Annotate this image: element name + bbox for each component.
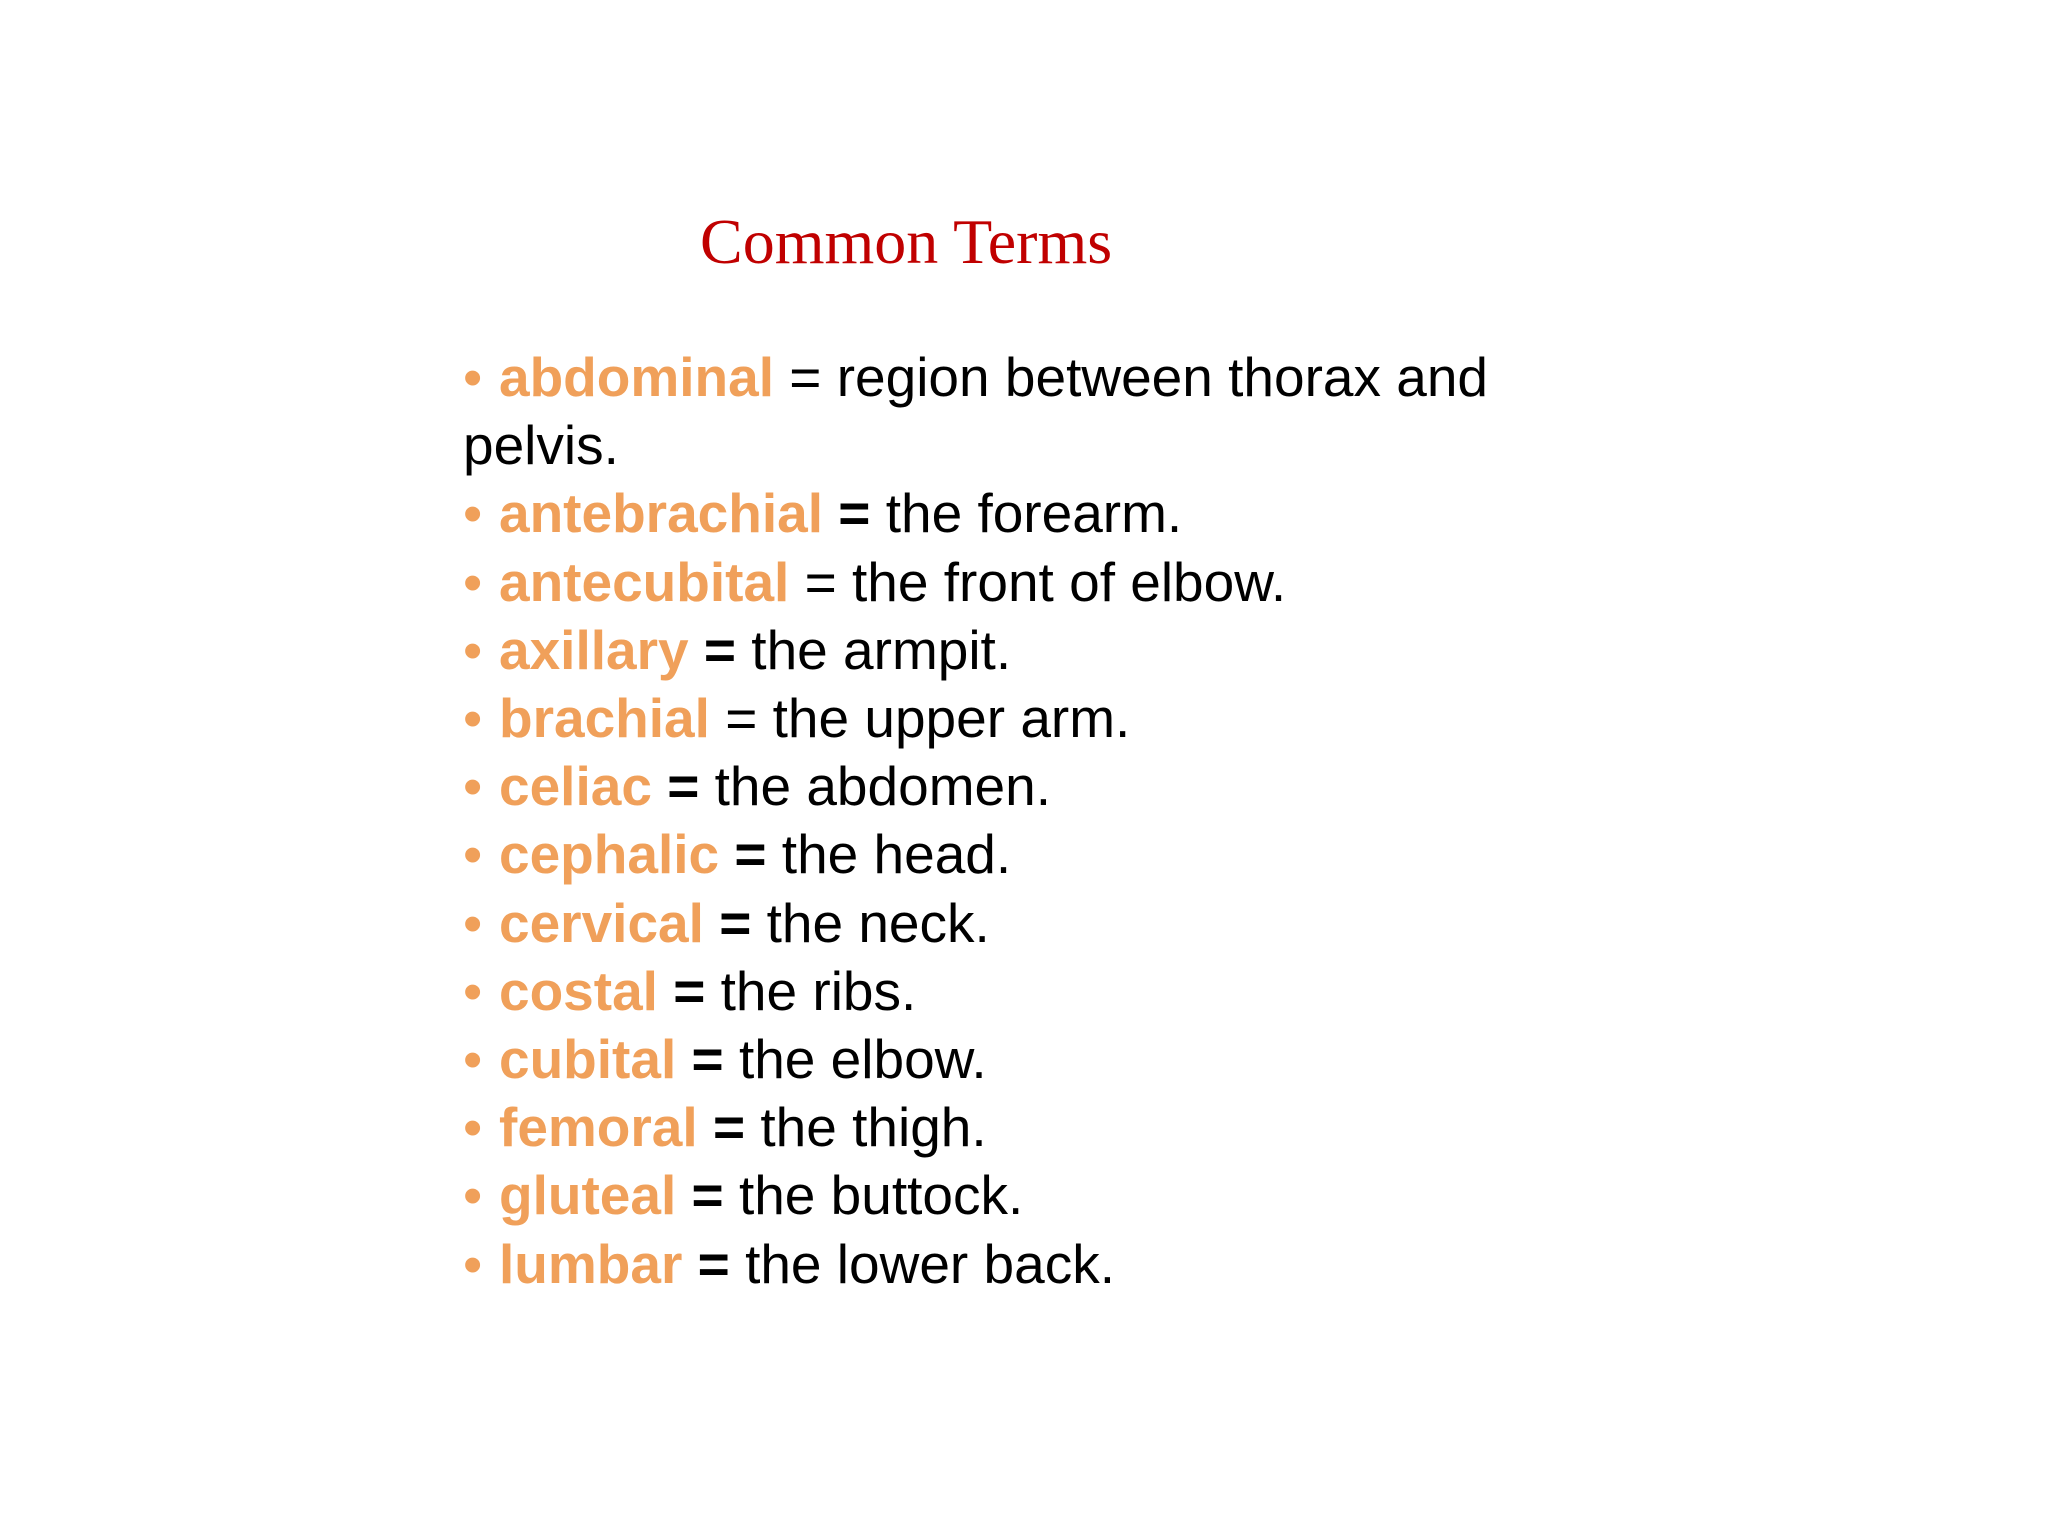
- term-item-cubital: [463, 1025, 1603, 1093]
- term-item-lumbar: [463, 1230, 1603, 1298]
- term-item-cervical: [463, 889, 1603, 957]
- bullet-icon: •: [463, 618, 483, 681]
- term-word: antecubital: [499, 550, 790, 613]
- bullet-icon: •: [463, 1028, 483, 1091]
- term-word: costal: [499, 959, 658, 1022]
- term-word: lumbar: [499, 1232, 683, 1295]
- bullet-icon: •: [463, 1232, 483, 1295]
- term-item-gluteal: [463, 1161, 1603, 1229]
- term-item-abdominal: [463, 343, 1603, 479]
- term-definition: region between thorax and pelvis.: [463, 346, 1489, 477]
- term-item-brachial: [463, 684, 1603, 752]
- equals-sign: =: [651, 755, 715, 818]
- term-item-femoral: [463, 1093, 1603, 1161]
- term-word: gluteal: [499, 1164, 677, 1227]
- bullet-icon: •: [463, 1164, 483, 1227]
- equals-sign: =: [789, 550, 853, 613]
- bullet-icon: •: [463, 482, 483, 545]
- equals-sign: =: [676, 1028, 739, 1091]
- term-definition: the front of elbow.: [852, 550, 1287, 613]
- term-word: cubital: [499, 1028, 677, 1091]
- bullet-icon: •: [463, 550, 483, 613]
- bullet-icon: •: [463, 959, 483, 1022]
- equals-sign: =: [676, 1164, 739, 1227]
- bullet-icon: •: [463, 891, 483, 954]
- equals-sign: =: [657, 959, 721, 1022]
- term-item-antecubital: [463, 548, 1603, 616]
- term-item-axillary: [463, 616, 1603, 684]
- term-item-antebrachial: [463, 479, 1603, 547]
- equals-sign: =: [719, 823, 782, 886]
- term-definition: the neck.: [766, 891, 990, 954]
- term-word: cephalic: [499, 823, 720, 886]
- bullet-icon: •: [463, 346, 483, 408]
- equals-sign: =: [774, 346, 837, 408]
- term-word: axillary: [499, 618, 689, 681]
- equals-sign: =: [688, 618, 752, 681]
- bullet-icon: •: [463, 823, 483, 886]
- term-definition: the abdomen.: [714, 755, 1051, 818]
- term-word: abdominal: [499, 346, 775, 408]
- slide-title: Common Terms: [700, 206, 1113, 277]
- term-definition: the head.: [781, 823, 1012, 886]
- term-definition: the ribs.: [720, 959, 917, 1022]
- term-definition: the forearm.: [885, 482, 1183, 545]
- term-word: antebrachial: [499, 482, 824, 545]
- term-word: brachial: [499, 687, 710, 750]
- equals-sign: =: [697, 1096, 761, 1159]
- term-definition: the upper arm.: [772, 687, 1131, 750]
- term-word: femoral: [499, 1096, 698, 1159]
- bullet-icon: •: [463, 755, 483, 818]
- term-item-cephalic: [463, 820, 1603, 888]
- equals-sign: =: [703, 891, 767, 954]
- term-item-costal: [463, 957, 1603, 1025]
- equals-sign: =: [709, 687, 773, 750]
- term-definition: the armpit.: [751, 618, 1012, 681]
- term-definition: the elbow.: [738, 1028, 987, 1091]
- term-definition: the thigh.: [760, 1096, 987, 1159]
- equals-sign: =: [823, 482, 886, 545]
- bullet-icon: •: [463, 687, 483, 750]
- terms-list: [463, 343, 1603, 1298]
- term-word: cervical: [499, 891, 704, 954]
- term-item-celiac: [463, 752, 1603, 820]
- term-word: celiac: [499, 755, 652, 818]
- equals-sign: =: [682, 1232, 746, 1295]
- term-definition: the buttock.: [738, 1164, 1024, 1227]
- bullet-icon: •: [463, 1096, 483, 1159]
- term-definition: the lower back.: [745, 1232, 1115, 1295]
